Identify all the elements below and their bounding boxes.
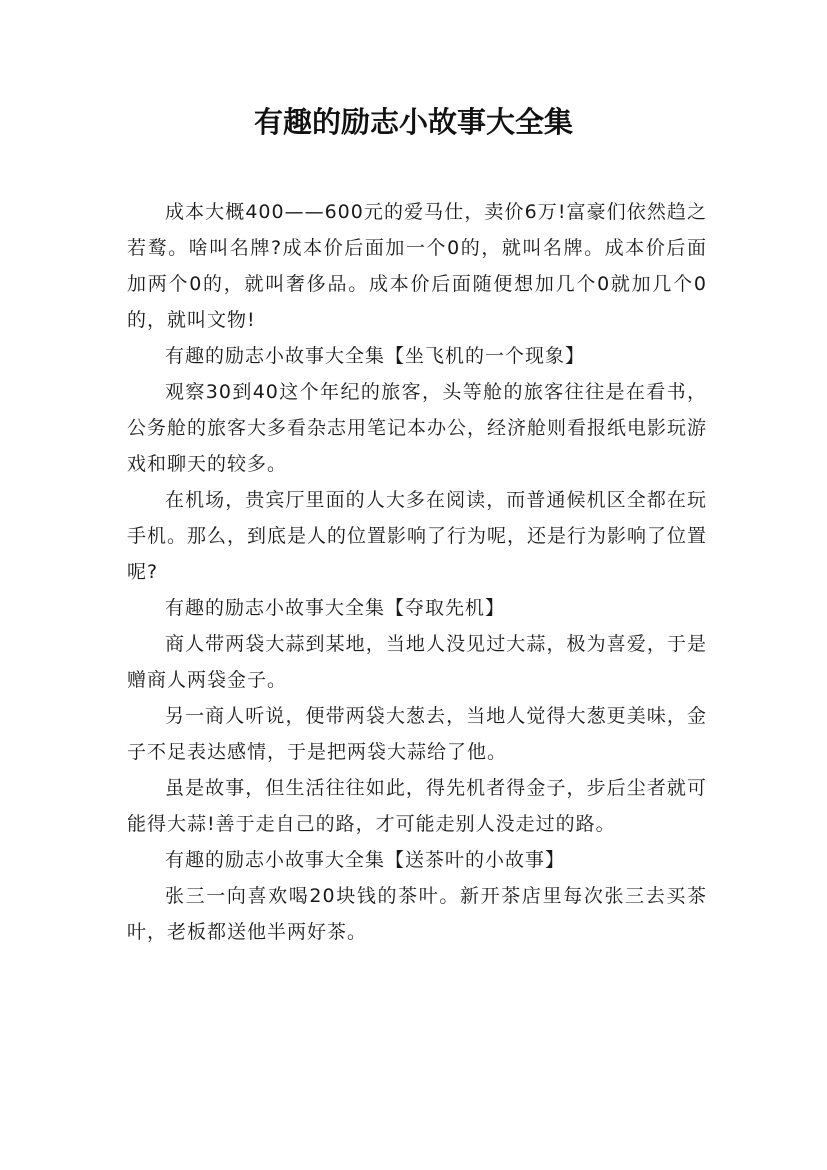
section-heading: 有趣的励志小故事大全集【送茶叶的小故事】 [165, 849, 566, 871]
section-heading: 有趣的励志小故事大全集【坐飞机的一个现象】 [165, 345, 586, 367]
section-heading: 有趣的励志小故事大全集【夺取先机】 [165, 597, 506, 619]
paragraph: 另一商人听说，便带两袋大葱去，当地人觉得大葱更美味，金子不足表达感情，于是把两袋大蒜给了他。 [127, 705, 707, 763]
paragraph: 成本大概400——600元的爱马仕，卖价6万!富豪们依然趋之若鹜。啥叫名牌?成本价后面加一个0的，就叫名牌。成本价后面加两个0的，就叫奢侈品。成本价后面随便想加几个0就加几个0的，就叫文物! [127, 201, 707, 331]
paragraph: 张三一向喜欢喝20块钱的茶叶。新开茶店里每次张三去买茶叶，老板都送他半两好茶。 [127, 885, 707, 943]
page-title: 有趣的励志小故事大全集 [253, 105, 573, 139]
paragraph: 观察30到40这个年纪的旅客，头等舱的旅客往往是在看书，公务舱的旅客大多看杂志用笔记本办公，经济舱则看报纸电影玩游戏和聊天的较多。 [127, 381, 708, 475]
paragraph: 虽是故事，但生活往往如此，得先机者得金子，步后尘者就可能得大蒜!善于走自己的路，才可能走别人没走过的路。 [127, 777, 707, 835]
document-body [127, 194, 707, 950]
paragraph: 商人带两袋大蒜到某地，当地人没见过大蒜，极为喜爱，于是赠商人两袋金子。 [127, 633, 707, 691]
paragraph: 在机场，贵宾厅里面的人大多在阅读，而普通候机区全都在玩手机。那么，到底是人的位置影响了行为呢，还是行为影响了位置呢? [127, 489, 708, 583]
